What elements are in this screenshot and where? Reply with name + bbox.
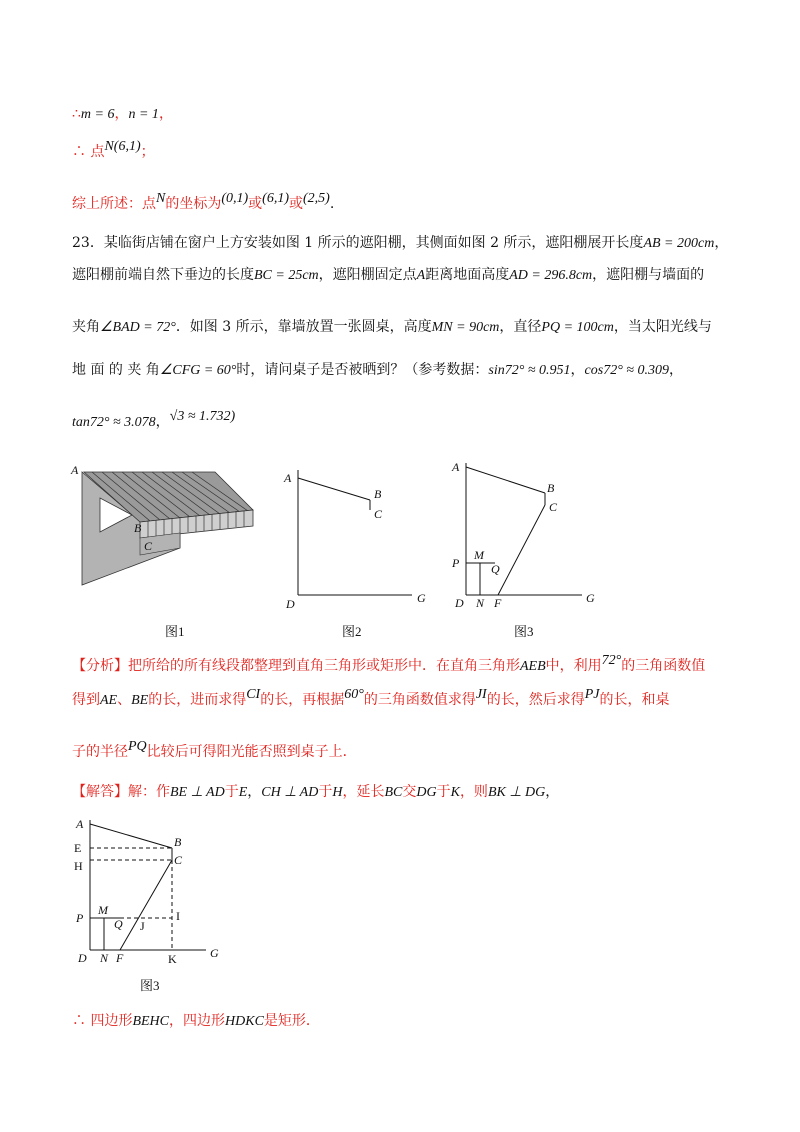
math: JI bbox=[475, 687, 487, 702]
text: 的长，和桌 bbox=[599, 692, 670, 708]
math: CH ⊥ AD bbox=[261, 785, 319, 800]
label-c: C bbox=[144, 539, 153, 553]
punct: ， bbox=[247, 784, 262, 800]
label-b: B bbox=[374, 487, 382, 501]
text: 子的半径 bbox=[72, 744, 128, 760]
text: ，四边形 bbox=[169, 1013, 226, 1029]
text: 【解答】解：作 bbox=[72, 784, 170, 800]
label-q: Q bbox=[114, 917, 123, 931]
label-q: Q bbox=[491, 562, 500, 576]
punct: ， bbox=[545, 784, 560, 800]
figure-2-caption: 图2 bbox=[342, 624, 362, 639]
text: 于 bbox=[224, 784, 239, 800]
text: 【分析】把所给的所有线段都整理到直角三角形或矩形中．在直角三角形 bbox=[72, 658, 520, 674]
text: 的三角函数值 bbox=[621, 658, 706, 674]
math: H bbox=[332, 785, 343, 800]
text: ，则 bbox=[459, 784, 488, 800]
math: √3 ≈ 1.732) bbox=[169, 409, 236, 424]
punct: ， bbox=[114, 106, 129, 122]
punct: ， bbox=[570, 362, 585, 378]
figure-1-caption: 图1 bbox=[165, 624, 185, 639]
solution-line-point-n bbox=[72, 141, 155, 161]
solution-line-m-n bbox=[72, 103, 173, 123]
math: K bbox=[450, 785, 460, 800]
text: 的长，再根据 bbox=[260, 692, 345, 708]
math: sin72° ≈ 0.951 bbox=[488, 363, 571, 378]
text: 中，利用 bbox=[545, 658, 602, 674]
label-a: A bbox=[452, 460, 460, 474]
math: HDKC bbox=[225, 1014, 264, 1029]
label-n: N bbox=[100, 951, 109, 965]
math: BC = 25cm bbox=[254, 268, 319, 283]
label-m: M bbox=[474, 548, 484, 562]
figure-3 bbox=[448, 455, 608, 610]
label-c: C bbox=[549, 500, 558, 514]
text: 于 bbox=[436, 784, 451, 800]
text: ，直径 bbox=[499, 319, 542, 335]
punct: ， bbox=[158, 106, 173, 122]
math: MN = 90cm bbox=[431, 320, 500, 335]
math: AB = 200cm bbox=[643, 236, 715, 251]
math: BE ⊥ AD bbox=[170, 785, 225, 800]
text: 比较后可得阳光能否照到桌子上． bbox=[146, 744, 357, 760]
math: 60° bbox=[344, 687, 364, 702]
text: ∴ 四边形 bbox=[72, 1013, 133, 1029]
punct: ， bbox=[714, 235, 729, 251]
therefore-symbol: ∴ bbox=[72, 106, 81, 122]
math: PQ bbox=[128, 739, 147, 754]
label-c: C bbox=[374, 507, 383, 521]
label-n: N bbox=[476, 596, 485, 610]
text: 的长，然后求得 bbox=[486, 692, 585, 708]
math: cos72° ≈ 0.309 bbox=[584, 363, 669, 378]
label-a: A bbox=[71, 463, 79, 477]
math: CI bbox=[246, 687, 261, 702]
analysis-line-1 bbox=[72, 655, 705, 675]
label-p: P bbox=[452, 556, 460, 570]
text: ，延长 bbox=[342, 784, 385, 800]
text: 、 bbox=[117, 692, 132, 708]
label-c: C bbox=[174, 853, 183, 867]
text: 或 bbox=[289, 196, 303, 212]
text: 的三角函数值求得 bbox=[363, 692, 476, 708]
label-i: I bbox=[176, 909, 180, 923]
question-23-line-2 bbox=[72, 264, 704, 284]
figure-solution bbox=[72, 812, 232, 972]
label-d: D bbox=[78, 951, 87, 965]
text: 距离地面高度 bbox=[425, 267, 510, 283]
math: AEB bbox=[520, 659, 546, 674]
figure-2 bbox=[280, 460, 440, 610]
equation-n: n = 1 bbox=[128, 107, 159, 122]
label-k: K bbox=[168, 952, 177, 966]
math: (6,1) bbox=[262, 191, 289, 206]
figure-1 bbox=[70, 460, 260, 610]
rectangle-conclusion bbox=[72, 1010, 320, 1030]
text: ∴ 点 bbox=[72, 144, 105, 160]
math: PJ bbox=[584, 687, 600, 702]
text: 得到 bbox=[72, 692, 100, 708]
math: 72° bbox=[601, 653, 622, 668]
text: 遮阳棚前端自然下垂边的长度 bbox=[72, 267, 254, 283]
math: tan72° ≈ 3.078 bbox=[72, 415, 156, 430]
label-a: A bbox=[76, 817, 84, 831]
text: 23．某临街店铺在窗户上方安装如图 1 所示的遮阳棚，其侧面如图 2 所示，遮阳棚展开长度 bbox=[72, 235, 644, 251]
math: BE bbox=[131, 693, 149, 708]
text: 时，请问桌子是否被晒到？（参考数据： bbox=[236, 362, 489, 378]
text: 夹角 bbox=[72, 319, 100, 335]
text: ．如图 3 所示，靠墙放置一张圆桌，高度 bbox=[175, 319, 432, 335]
label-g: G bbox=[586, 591, 595, 605]
label-b: B bbox=[547, 481, 555, 495]
math: N bbox=[156, 191, 166, 206]
point-n: N(6,1) bbox=[104, 139, 141, 154]
math: DG bbox=[416, 785, 437, 800]
figure-3-caption: 图3 bbox=[514, 624, 534, 639]
label-g: G bbox=[210, 946, 219, 960]
punct: ， bbox=[155, 414, 170, 430]
label-g: G bbox=[417, 591, 426, 605]
label-m: M bbox=[98, 903, 108, 917]
punct: ， bbox=[669, 362, 683, 378]
label-j: J bbox=[140, 919, 145, 933]
math: (2,5) bbox=[303, 191, 330, 206]
punct: ； bbox=[140, 144, 155, 160]
punct: . bbox=[329, 196, 335, 212]
text: 或 bbox=[248, 196, 263, 212]
question-23-line-4 bbox=[72, 359, 683, 379]
text: 的坐标为 bbox=[165, 196, 222, 212]
text: 是矩形． bbox=[263, 1013, 320, 1029]
label-f: F bbox=[494, 596, 502, 610]
label-a: A bbox=[284, 471, 292, 485]
text: ，当太阳光线与 bbox=[613, 319, 712, 335]
label-b: B bbox=[174, 835, 182, 849]
analysis-line-2 bbox=[72, 689, 669, 709]
equation-m: m = 6 bbox=[80, 107, 115, 122]
math: (0,1) bbox=[221, 191, 249, 206]
math: ∠BAD = 72° bbox=[100, 320, 176, 335]
analysis-line-3 bbox=[72, 741, 357, 761]
math: PQ = 100cm bbox=[541, 320, 614, 335]
text: ，遮阳棚与墙面的 bbox=[592, 267, 705, 283]
text: ，遮阳棚固定点 bbox=[318, 267, 417, 283]
text: 于 bbox=[318, 784, 333, 800]
math: AD = 296.8cm bbox=[509, 268, 593, 283]
label-f: F bbox=[116, 951, 124, 965]
text: 地 面 的 夹 角 bbox=[72, 362, 160, 378]
question-23-line-5 bbox=[72, 411, 235, 431]
math: E bbox=[238, 785, 248, 800]
question-23-line-1 bbox=[72, 232, 728, 252]
label-h: H bbox=[74, 859, 83, 873]
label-b: B bbox=[134, 521, 142, 535]
question-23-line-3 bbox=[72, 316, 712, 336]
solution-summary bbox=[72, 193, 334, 213]
math: A bbox=[416, 268, 426, 283]
label-d: D bbox=[286, 597, 295, 611]
math: BEHC bbox=[132, 1014, 170, 1029]
math: ∠CFG = 60° bbox=[159, 363, 237, 378]
label-p: P bbox=[76, 911, 84, 925]
math: AE bbox=[100, 693, 118, 708]
math: BC bbox=[384, 785, 403, 800]
label-d: D bbox=[455, 596, 464, 610]
label-e: E bbox=[74, 841, 82, 855]
text: 交 bbox=[402, 784, 417, 800]
text: 综上所述：点 bbox=[72, 196, 156, 212]
solution-line bbox=[72, 781, 559, 801]
figure-solution-caption: 图3 bbox=[140, 978, 160, 993]
math: BK ⊥ DG bbox=[487, 785, 546, 800]
text: 的长，进而求得 bbox=[148, 692, 247, 708]
